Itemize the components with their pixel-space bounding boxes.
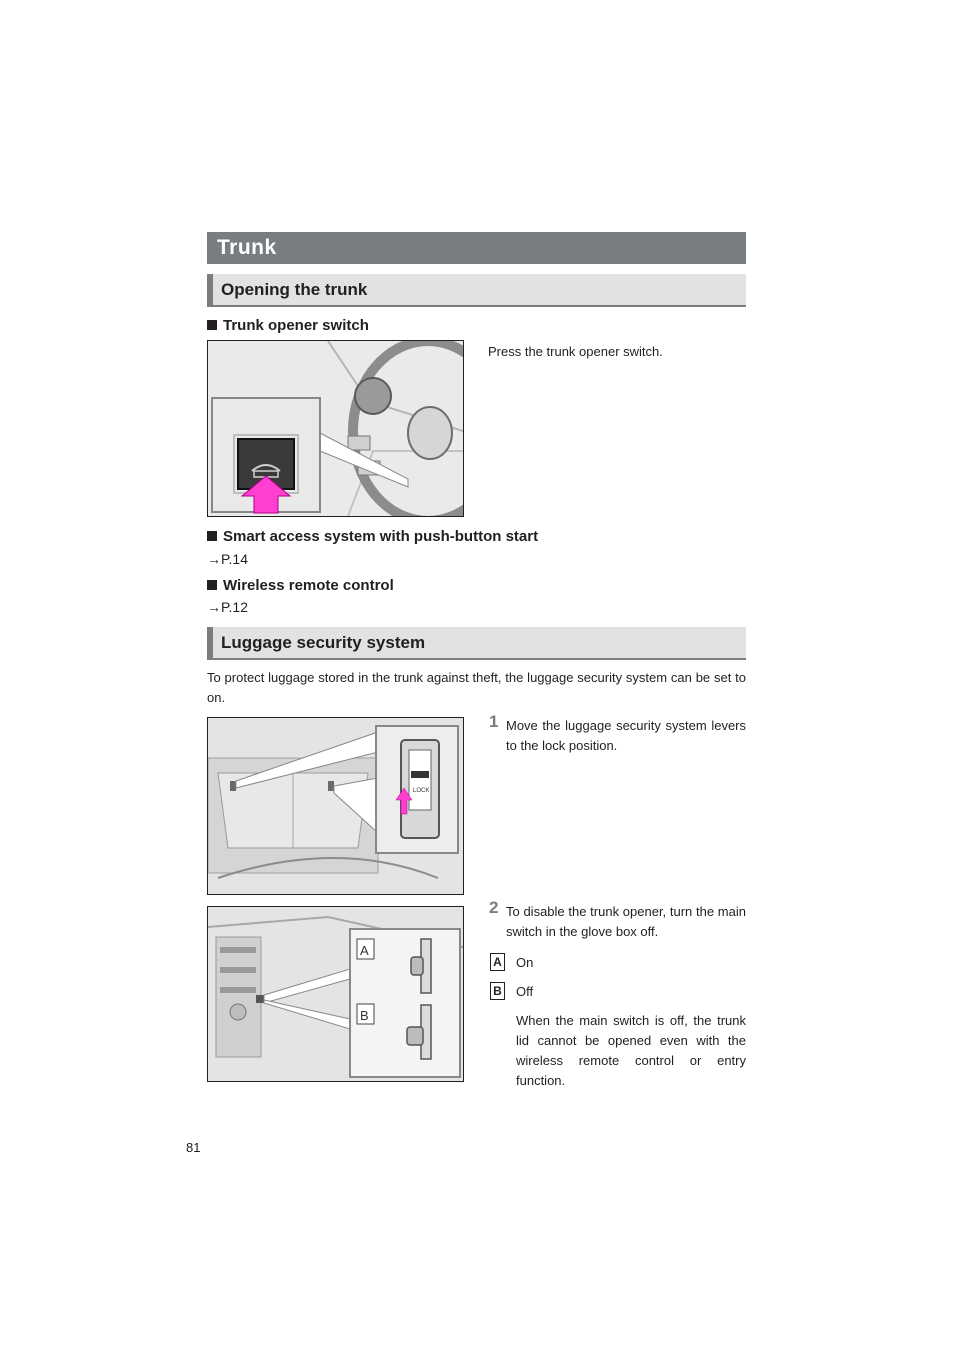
subsection-heading-opening — [207, 274, 746, 307]
section-title-band — [207, 232, 746, 264]
option-on-label: On — [516, 955, 534, 970]
luggage-step-2 — [489, 898, 746, 942]
page-number: 81 — [186, 1140, 201, 1155]
subsection-heading-luggage-text: Luggage security system — [221, 633, 426, 652]
subsection-heading-luggage — [207, 627, 746, 660]
glovebox-switch-illustration — [208, 907, 463, 1081]
opener-switch-instruction: Press the trunk opener switch. — [488, 344, 663, 359]
wireless-remote-page-ref[interactable]: →P.12 — [207, 599, 248, 615]
luggage-lever-illustration — [208, 718, 463, 894]
step-1-text: Move the luggage security system levers to the lock position. — [506, 718, 746, 753]
figure-glovebox-switch — [207, 906, 464, 1082]
callout-b-box: B — [490, 982, 505, 1000]
figure-luggage-levers — [207, 717, 464, 895]
luggage-step-1 — [489, 712, 746, 756]
step-2-text: To disable the trunk opener, turn the main switch in the glove box off. — [506, 904, 746, 939]
subsection-heading-opening-text: Opening the trunk — [221, 280, 368, 299]
figure-callout-b: B — [360, 1008, 369, 1023]
step-2-number: 2 — [489, 898, 499, 917]
wireless-remote-heading: Wireless remote control — [207, 577, 394, 594]
smart-access-heading: Smart access system with push-button start — [207, 528, 538, 545]
section-title: Trunk — [217, 236, 277, 259]
trunk-opener-illustration — [208, 341, 463, 516]
callout-a-box: A — [490, 953, 505, 971]
figure-trunk-opener — [207, 340, 464, 517]
smart-access-page-ref[interactable]: →P.14 — [207, 551, 248, 567]
square-bullet-icon — [207, 531, 217, 541]
square-bullet-icon — [207, 320, 217, 330]
luggage-intro-text: To protect luggage stored in the trunk against theft, the luggage security system can be set to on. — [207, 670, 746, 705]
lock-label: LOCK — [413, 788, 430, 794]
option-off-label: Off — [516, 984, 534, 999]
step-1-number: 1 — [489, 712, 499, 731]
figure-callout-a: A — [360, 943, 369, 958]
main-switch-note: When the main switch is off, the trunk lid cannot be opened even with the wireless remote control or entry function. — [516, 1013, 746, 1088]
opener-switch-heading: Trunk opener switch — [207, 317, 369, 334]
square-bullet-icon — [207, 580, 217, 590]
